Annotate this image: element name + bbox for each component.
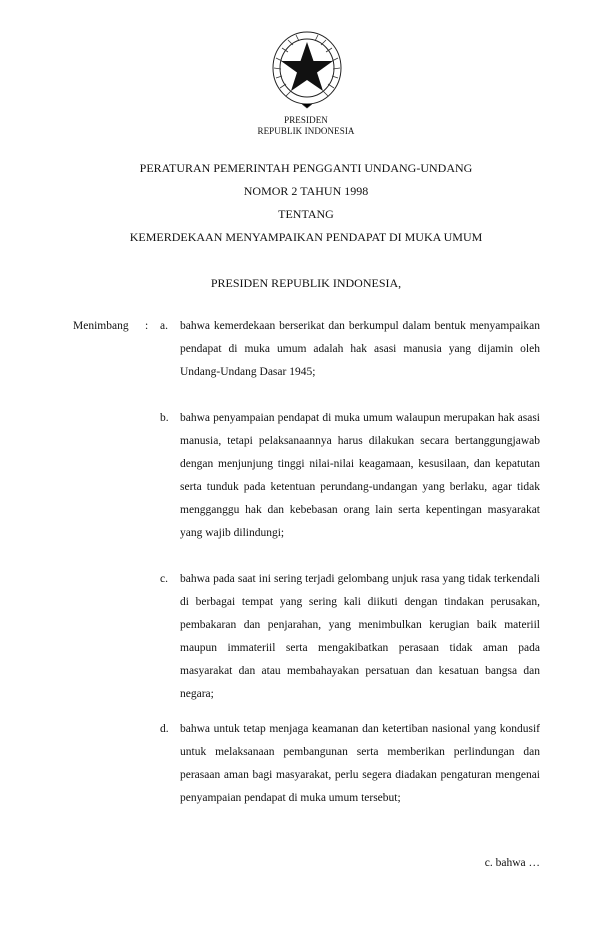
consideration-item-b bbox=[160, 407, 540, 545]
menimbang-label: Menimbang bbox=[73, 320, 129, 332]
item-number: b. bbox=[160, 412, 169, 424]
item-text: bahwa untuk tetap menjaga keamanan dan ketertiban nasional yang kondusif untuk melaksanaan pembangunan serta memberikan perlindungan dan perasaan aman bagi masyarakat, perlu segera diadakan pengaturan mengenai penyampaian pendapat di muka umum tersebut; bbox=[180, 723, 540, 804]
header-presiden: PRESIDEN bbox=[284, 115, 328, 125]
item-number: d. bbox=[160, 723, 169, 735]
header-republik-indonesia: REPUBLIK INDONESIA bbox=[257, 126, 355, 136]
regulation-tentang: TENTANG bbox=[278, 207, 334, 221]
issuer-heading: PRESIDEN REPUBLIK INDONESIA, bbox=[210, 276, 402, 290]
regulation-subject: KEMERDEKAAN MENYAMPAIKAN PENDAPAT DI MUKA UMUM bbox=[129, 230, 483, 244]
item-text: bahwa penyampaian pendapat di muka umum walaupun merupakan hak asasi manusia, tetapi pelaksanaannya harus dilakukan secara bertanggungjawab dengan menjunjung tinggi nilai-nilai keagamaan, kesusilaan, dan kepatutan serta tunduk pada ketentuan perundang-undangan yang berlaku, agar tidak mengganggu hak dan kebebasan orang lain serta kepentingan masyarakat yang wajib dilindungi; bbox=[180, 412, 540, 539]
consideration-item-c bbox=[160, 568, 540, 706]
item-number: c. bbox=[160, 573, 168, 585]
menimbang-colon: : bbox=[145, 320, 149, 332]
regulation-number: NOMOR 2 TAHUN 1998 bbox=[243, 184, 369, 198]
consideration-item-d bbox=[160, 718, 540, 810]
item-text: bahwa kemerdekaan berserikat dan berkumpul dalam bentuk menyampaikan pendapat di muka umum adalah hak asasi manusia yang dijamin oleh Undang-Undang Dasar 1945; bbox=[180, 320, 540, 378]
consideration-item-a bbox=[160, 315, 540, 384]
item-text: bahwa pada saat ini sering terjadi gelombang unjuk rasa yang tidak terkendali di berbagai tempat yang sering kali diikuti dengan tindakan perusakan, pembakaran dan penjarahan, yang menimbulkan kerugian baik materiil maupun immateriil serta mengakibatkan perasaan tidak aman pada masyarakat dan atau membahayakan persatuan dan kesatuan bangsa dan negara; bbox=[180, 573, 540, 700]
regulation-title: PERATURAN PEMERINTAH PENGGANTI UNDANG-UNDANG bbox=[139, 161, 473, 175]
item-number: a. bbox=[160, 320, 168, 332]
garuda-emblem-icon bbox=[268, 28, 346, 112]
page-continuation: c. bahwa … bbox=[484, 857, 540, 869]
